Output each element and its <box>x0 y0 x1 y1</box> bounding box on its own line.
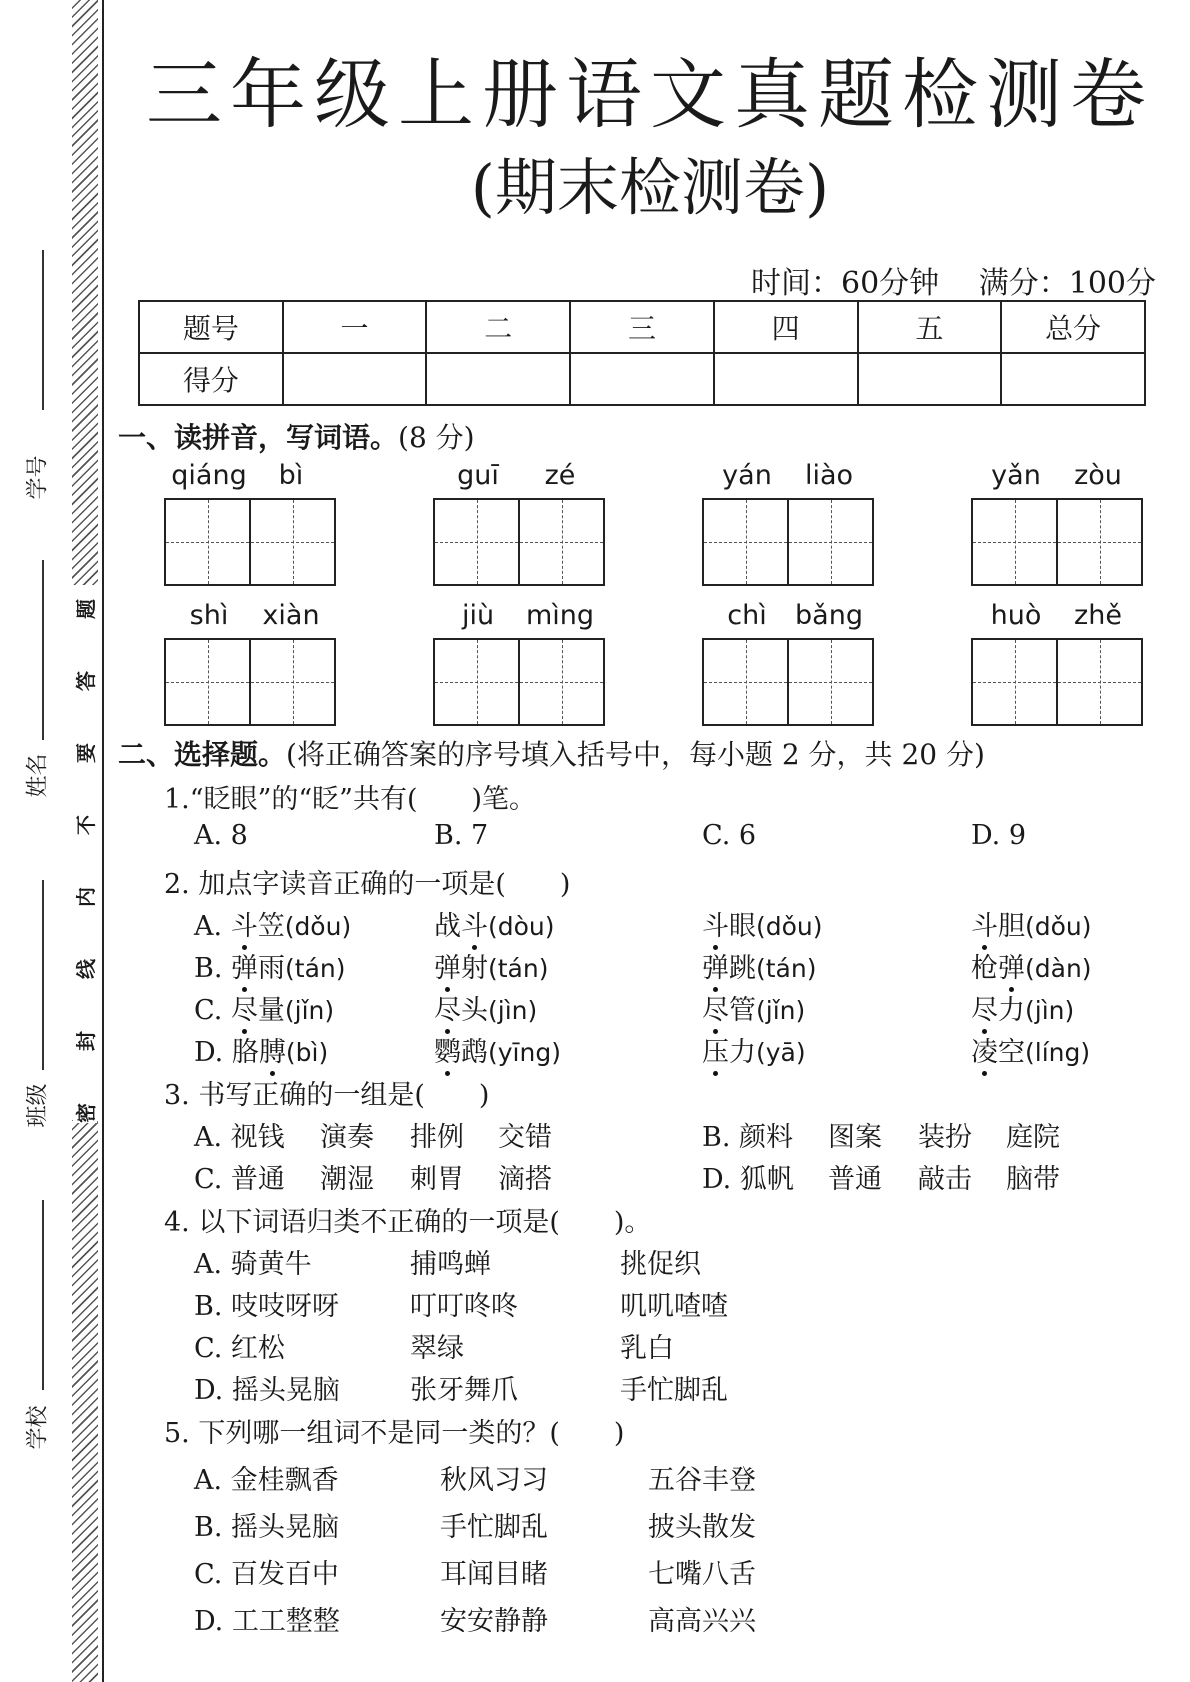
seal-char: 不 <box>74 815 98 835</box>
pinyin-syllable: zòu <box>1074 460 1122 491</box>
q5-option-d[interactable] <box>194 1599 756 1638</box>
q3-word: 装扮 <box>918 1122 972 1153</box>
q4-word: 乳白 <box>620 1333 674 1364</box>
pinyin-syllable: qiáng <box>171 460 247 491</box>
pinyin-syllable: huò <box>990 600 1042 631</box>
class-line <box>42 880 44 1070</box>
score-table-header-cell: 题号 <box>139 301 283 353</box>
score-table-header-cell: 一 <box>283 301 427 353</box>
q2-option-c[interactable] <box>194 988 334 1027</box>
q3-option-b[interactable] <box>702 1115 1060 1154</box>
word-char: 量 <box>257 995 285 1026</box>
pinyin: (jìn) <box>1025 996 1075 1025</box>
q3-word: 交错 <box>498 1122 552 1153</box>
q5-word: 高高兴兴 <box>648 1606 756 1637</box>
section1-heading: 一、读拼音，写词语。 <box>118 421 399 454</box>
writing-box[interactable] <box>971 638 1058 726</box>
pinyin: (dǒu) <box>756 912 823 941</box>
pinyin: (tán) <box>285 954 346 983</box>
pinyin-syllable: bì <box>278 460 304 491</box>
q2-word <box>702 904 823 943</box>
page-subtitle: (期末检测卷) <box>470 151 830 224</box>
word-char: 空 <box>998 1037 1025 1068</box>
q2-word <box>971 904 1092 943</box>
q4-word: C. 红松 <box>194 1333 285 1364</box>
pinyin-syllable: bǎng <box>795 600 863 631</box>
dotted-char: 斗 <box>461 904 488 943</box>
writing-box[interactable] <box>520 638 605 726</box>
pinyin-word <box>702 600 874 726</box>
writing-box[interactable] <box>1058 498 1143 586</box>
question-1-stem: 1.“眨眼”的“眨”共有( )笔。 <box>164 784 537 815</box>
dotted-char: 弹 <box>231 946 258 985</box>
class-label: 班级 <box>25 1083 51 1128</box>
q5-option-a[interactable] <box>194 1458 756 1497</box>
word-char: 胳 <box>231 1037 259 1068</box>
q5-word: C. 百发百中 <box>194 1559 339 1590</box>
question-3-stem: 3. 书写正确的一组是( ) <box>164 1080 490 1111</box>
q2-word <box>971 988 1074 1027</box>
q4-option-c[interactable] <box>194 1326 674 1365</box>
school-label: 学校 <box>25 1405 51 1450</box>
q5-word: 披头散发 <box>648 1512 756 1543</box>
writing-box[interactable] <box>164 638 251 726</box>
q2-option-a[interactable] <box>194 904 351 943</box>
word-char: 鹉 <box>461 1037 488 1068</box>
pinyin-syllable: yǎn <box>991 460 1041 491</box>
q5-word: 手忙脚乱 <box>440 1512 548 1543</box>
dotted-char: 尽 <box>971 988 998 1027</box>
pinyin-word <box>164 600 336 726</box>
q3-word: 刺胃 <box>410 1164 464 1195</box>
writing-box[interactable] <box>789 638 874 726</box>
q5-word: 七嘴八舌 <box>648 1559 756 1590</box>
q5-word: 安安静静 <box>440 1606 548 1637</box>
pinyin-syllable: jiù <box>461 600 495 631</box>
dotted-char: 尽 <box>231 988 258 1027</box>
q4-word: B. 吱吱呀呀 <box>194 1291 340 1322</box>
q2-word <box>434 1030 561 1069</box>
name-line <box>42 560 44 740</box>
q4-option-d[interactable] <box>194 1368 728 1407</box>
q3-word: 滴搭 <box>498 1164 552 1195</box>
pinyin-syllable: zhě <box>1074 600 1122 631</box>
writing-box[interactable] <box>433 638 520 726</box>
pinyin: (bì) <box>285 1038 329 1067</box>
writing-box[interactable] <box>789 498 874 586</box>
q2-letter: A. <box>194 911 223 942</box>
q3-word: 普通 <box>828 1164 882 1195</box>
score-table-header-cell: 三 <box>570 301 714 353</box>
q3-option-d[interactable] <box>702 1157 1060 1196</box>
q3-word: 演奏 <box>320 1122 374 1153</box>
student-id-line <box>42 250 44 410</box>
question-5-stem: 5. 下列哪一组词不是同一类的？( ) <box>164 1418 625 1449</box>
pinyin-word <box>702 460 874 586</box>
question-4-stem: 4. 以下词语归类不正确的一项是( )。 <box>164 1207 652 1238</box>
q3-word: C. 普通 <box>194 1164 285 1195</box>
word-char: 笠 <box>257 911 285 942</box>
pinyin: (jǐn) <box>284 996 335 1025</box>
pinyin: (dòu) <box>488 912 555 941</box>
pinyin-syllable: mìng <box>525 600 595 631</box>
q4-word: 手忙脚乱 <box>620 1375 728 1406</box>
q3-word: 庭院 <box>1006 1122 1060 1153</box>
score-table-header-cell: 五 <box>858 301 1002 353</box>
q4-word: D. 摇头晃脑 <box>194 1375 340 1406</box>
q3-word: 脑带 <box>1006 1164 1060 1195</box>
q2-word <box>702 1030 806 1069</box>
q2-word <box>971 946 1092 985</box>
q3-option-c[interactable] <box>194 1157 552 1196</box>
pinyin: (jìn) <box>488 996 538 1025</box>
pinyin: (dǒu) <box>1025 912 1092 941</box>
score-row-label: 得分 <box>139 353 283 405</box>
score-cell[interactable] <box>1001 353 1145 405</box>
seal-char: 内 <box>74 887 98 907</box>
pinyin: (dǒu) <box>284 912 352 941</box>
exam-meta <box>721 258 1156 302</box>
pinyin: (tán) <box>488 954 549 983</box>
score-table-header-cell: 四 <box>714 301 858 353</box>
q1-option[interactable]: B. 7 <box>434 820 489 851</box>
pinyin-syllable: guī <box>457 460 499 491</box>
binding-hatch <box>72 0 98 1682</box>
q5-word: 耳闻目睹 <box>440 1559 548 1590</box>
writing-box[interactable] <box>1058 638 1143 726</box>
dotted-char: 压 <box>702 1030 729 1069</box>
q3-word: 潮湿 <box>320 1164 374 1195</box>
q2-word <box>434 946 548 985</box>
writing-box[interactable] <box>164 498 251 586</box>
score-table-header-cell: 总分 <box>1001 301 1145 353</box>
section1-points: (8 分) <box>398 421 475 454</box>
pinyin: (líng) <box>1025 1038 1091 1067</box>
section1-title <box>118 416 475 456</box>
seal-char: 答 <box>74 671 98 691</box>
word-char: 雨 <box>258 953 286 984</box>
q2-option-b[interactable] <box>194 946 346 985</box>
q5-option-b[interactable] <box>194 1505 756 1544</box>
q4-option-b[interactable] <box>194 1284 728 1323</box>
q3-word: 图案 <box>828 1122 882 1153</box>
q5-word: B. 摇头晃脑 <box>194 1512 340 1543</box>
pinyin-word <box>433 460 605 586</box>
q2-letter: D. <box>194 1037 224 1068</box>
word-char: 力 <box>729 1037 756 1068</box>
writing-box[interactable] <box>251 498 336 586</box>
score-cell[interactable] <box>858 353 1002 405</box>
pinyin: (yā) <box>756 1038 806 1067</box>
q2-option-d[interactable] <box>194 1030 328 1069</box>
pinyin-word <box>164 460 336 586</box>
q4-word: 挑促织 <box>620 1249 701 1280</box>
pinyin-syllable: chì <box>727 600 767 631</box>
word-char: 眼 <box>729 911 756 942</box>
dotted-char: 膊 <box>259 1030 286 1069</box>
seal-char: 封 <box>74 1031 98 1051</box>
q2-word <box>702 988 805 1027</box>
q2-letter: B. <box>194 953 223 984</box>
school-line <box>42 1200 44 1390</box>
writing-box[interactable] <box>702 638 789 726</box>
pinyin: (dàn) <box>1025 954 1092 983</box>
dotted-char: 弹 <box>434 946 461 985</box>
dotted-char: 弹 <box>702 946 729 985</box>
score-table <box>138 300 1146 406</box>
seal-char: 题 <box>74 599 98 619</box>
writing-box[interactable] <box>520 498 605 586</box>
q4-word: A. 骑黄牛 <box>194 1249 312 1280</box>
q1-option[interactable]: C. 6 <box>702 820 757 851</box>
q2-word <box>702 946 816 985</box>
section2-heading: 二、选择题。 <box>118 738 287 771</box>
exam-time: 时间：60分钟 <box>751 266 940 301</box>
q3-word: 排例 <box>410 1122 464 1153</box>
q4-word: 捕鸣蝉 <box>410 1249 491 1280</box>
dotted-char: 鹦 <box>434 1030 461 1069</box>
dotted-char: 斗 <box>702 904 729 943</box>
q2-word <box>971 1030 1090 1069</box>
score-cell[interactable] <box>283 353 427 405</box>
q2-letter: C. <box>194 995 223 1026</box>
dotted-char: 尽 <box>702 988 729 1027</box>
score-cell[interactable] <box>570 353 714 405</box>
q4-word: 叮叮咚咚 <box>410 1291 518 1322</box>
dotted-char: 斗 <box>231 904 258 943</box>
score-table-score-row <box>139 353 1145 405</box>
q3-word: D. 狐帆 <box>702 1164 794 1195</box>
q2-word <box>434 988 537 1027</box>
q2-word <box>434 904 555 943</box>
writing-box[interactable] <box>971 498 1058 586</box>
pinyin: (jǐn) <box>756 996 806 1025</box>
dotted-char: 斗 <box>971 904 998 943</box>
writing-box[interactable] <box>702 498 789 586</box>
question-2-stem: 2. 加点字读音正确的一项是( ) <box>164 869 571 900</box>
writing-box[interactable] <box>433 498 520 586</box>
seal-char: 线 <box>74 959 98 979</box>
pinyin-word <box>971 600 1143 726</box>
pinyin-syllable: zé <box>544 460 576 491</box>
q4-word: 叽叽喳喳 <box>620 1291 728 1322</box>
q5-word: 秋风习习 <box>440 1465 548 1496</box>
word-char: 头 <box>461 995 488 1026</box>
section2-note: (将正确答案的序号填入括号中，每小题 2 分，共 20 分) <box>286 738 985 771</box>
q1-option[interactable]: A. 8 <box>194 820 248 851</box>
exam-full-score: 满分：100分 <box>978 266 1156 301</box>
pinyin-word <box>971 460 1143 586</box>
pinyin: (yīng) <box>488 1038 561 1067</box>
binding-rule <box>102 0 104 1682</box>
writing-box[interactable] <box>251 638 336 726</box>
pinyin-syllable: yán <box>722 460 772 491</box>
pinyin: (tán) <box>756 954 817 983</box>
q5-word: A. 金桂飘香 <box>194 1465 339 1496</box>
dotted-char: 弹 <box>998 946 1025 985</box>
score-cell[interactable] <box>426 353 570 405</box>
pinyin-word <box>433 600 605 726</box>
score-table-header-row <box>139 301 1145 353</box>
name-label: 姓名 <box>25 753 51 798</box>
q1-option[interactable]: D. 9 <box>971 820 1027 851</box>
word-char: 跳 <box>729 953 756 984</box>
seal-char: 要 <box>74 743 98 763</box>
section2-title <box>118 733 985 773</box>
q5-word: D. 工工整整 <box>194 1606 340 1637</box>
q3-word: 敲击 <box>918 1164 972 1195</box>
score-cell[interactable] <box>714 353 858 405</box>
word-char: 战 <box>434 911 461 942</box>
q5-word: 五谷丰登 <box>648 1465 756 1496</box>
pinyin-syllable: liào <box>804 460 854 491</box>
q4-word: 翠绿 <box>410 1333 464 1364</box>
pinyin-syllable: shì <box>189 600 229 631</box>
student-id-label: 学号 <box>25 455 51 500</box>
q4-word: 张牙舞爪 <box>410 1375 518 1406</box>
q3-option-a[interactable] <box>194 1115 552 1154</box>
pinyin-syllable: xiàn <box>262 600 320 631</box>
dotted-char: 尽 <box>434 988 461 1027</box>
dotted-char: 凌 <box>971 1030 998 1069</box>
page-title: 三年级上册语文真题检测卷 <box>146 50 1154 139</box>
q3-word: A. 视钱 <box>194 1122 285 1153</box>
word-char: 枪 <box>971 953 998 984</box>
seal-char: 密 <box>74 1103 98 1123</box>
q4-option-a[interactable] <box>194 1242 701 1281</box>
q3-word: B. 颜料 <box>702 1122 794 1153</box>
word-char: 胆 <box>998 911 1025 942</box>
q5-option-c[interactable] <box>194 1552 756 1591</box>
word-char: 管 <box>729 995 756 1026</box>
score-table-header-cell: 二 <box>426 301 570 353</box>
word-char: 射 <box>461 953 488 984</box>
word-char: 力 <box>998 995 1025 1026</box>
